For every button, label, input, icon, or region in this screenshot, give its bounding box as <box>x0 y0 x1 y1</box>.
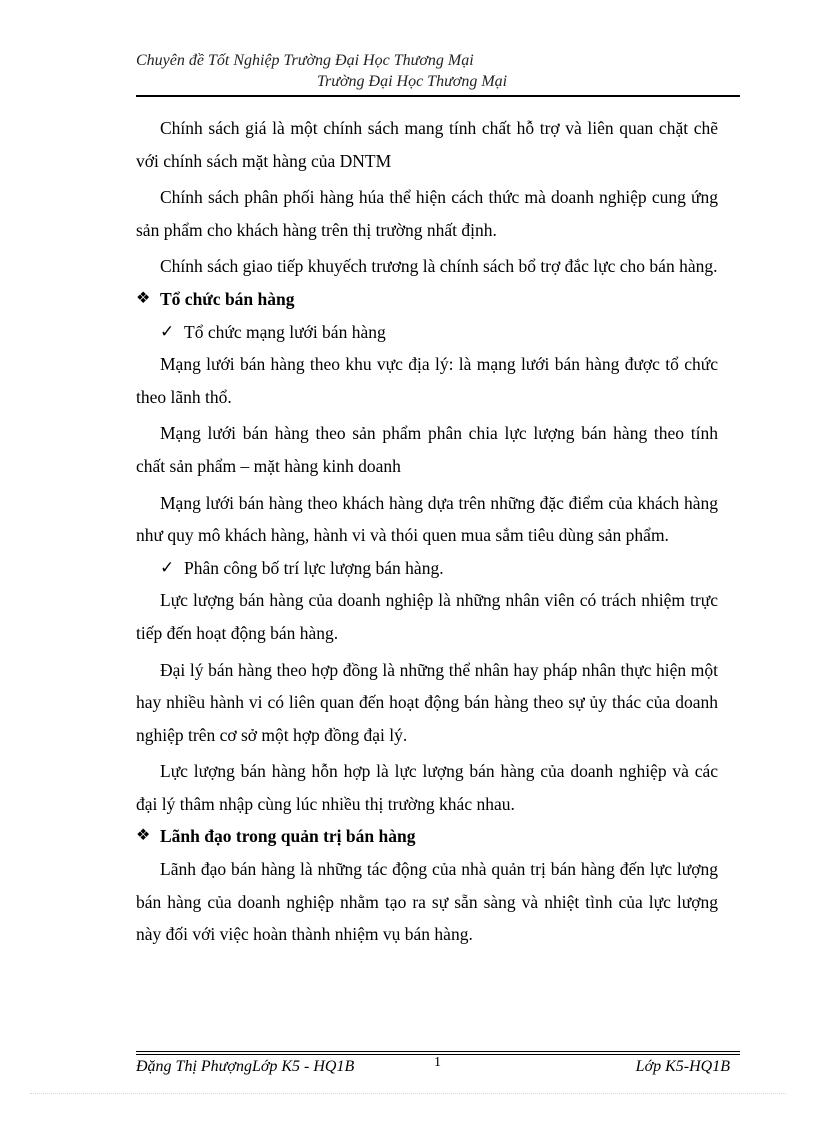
section-heading-text: Lãnh đạo trong quản trị bán hàng <box>160 826 416 847</box>
paragraph: Chính sách phân phối hàng húa thể hiện cách thức mà doanh nghiệp cung ứng sản phẩm cho khách hàng trên thị trường nhất định. <box>136 187 718 240</box>
diamond-bullet-icon: ❖ <box>136 289 151 307</box>
paragraph: Đại lý bán hàng theo hợp đồng là những thể nhân hay pháp nhân thực hiện một hay nhiều hành vi có liên quan đến hoạt động bán hàng theo sự ủy thác của doanh nghiệp trên cơ sở một hợp đồng đại lý. <box>136 659 718 745</box>
checklist-item-text: Phân công bố trí lực lượng bán hàng. <box>184 557 444 578</box>
section-heading <box>136 820 718 853</box>
checklist-item <box>136 552 718 585</box>
footer-class: Lớp K5-HQ1B <box>635 1058 730 1075</box>
checklist-item-text: Tổ chức mạng lưới bán hàng <box>184 321 386 342</box>
paragraph: Lực lượng bán hàng hỗn hợp là lực lượng bán hàng của doanh nghiệp và các đại lý thâm nhập cùng lúc nhiều thị trường khác nhau. <box>136 761 718 814</box>
checkmark-icon: ✓ <box>160 557 175 577</box>
section-heading-text: Tổ chức bán hàng <box>160 288 295 309</box>
paragraph: Mạng lưới bán hàng theo khách hàng dựa trên những đặc điểm của khách hàng như quy mô khách hàng, hành vi và thói quen mua sắm tiêu dùng sản phẩm. <box>136 492 718 546</box>
header-line-1: Chuyên đề Tốt Nghiệp Trường Đại Học Thương Mại <box>136 52 474 69</box>
header-line-2: Trường Đại Học Thương Mại <box>317 73 508 90</box>
page-header <box>136 50 740 92</box>
paragraph: Mạng lưới bán hàng theo khu vực địa lý: là mạng lưới bán hàng được tổ chức theo lãnh thổ. <box>136 354 718 407</box>
paragraph: Lực lượng bán hàng của doanh nghiệp là những nhân viên có trách nhiệm trực tiếp đến hoạt động bán hàng. <box>136 590 718 643</box>
checkmark-icon: ✓ <box>160 321 175 341</box>
footer-divider <box>136 1051 740 1052</box>
paragraph: Chính sách giao tiếp khuyếch trương là chính sách bổ trợ đắc lực cho bán hàng. <box>160 256 718 277</box>
paragraph: Lãnh đạo bán hàng là những tác động của nhà quản trị bán hàng đến lực lượng bán hàng của doanh nghiệp nhằm tạo ra sự sẵn sàng và nhiệt tình của lực lượng này đối với việc hoàn thành nhiệm vụ bán hàng. <box>136 859 718 945</box>
footer-author: Đặng Thị PhượngLớp K5 - HQ1B <box>136 1058 355 1075</box>
paragraph: Chính sách giá là một chính sách mang tính chất hỗ trợ và liên quan chặt chẽ với chính sách mặt hàng của DNTM <box>136 118 718 171</box>
document-body <box>136 112 718 951</box>
paragraph: Mạng lưới bán hàng theo sản phẩm phân chia lực lượng bán hàng theo tính chất sản phẩm – mặt hàng kinh doanh <box>136 423 718 476</box>
page-bottom-border <box>30 1093 786 1094</box>
checklist-item <box>136 316 718 349</box>
page-number: 1 <box>434 1055 441 1070</box>
header-divider <box>136 95 740 97</box>
diamond-bullet-icon: ❖ <box>136 827 151 845</box>
section-heading <box>136 283 718 316</box>
